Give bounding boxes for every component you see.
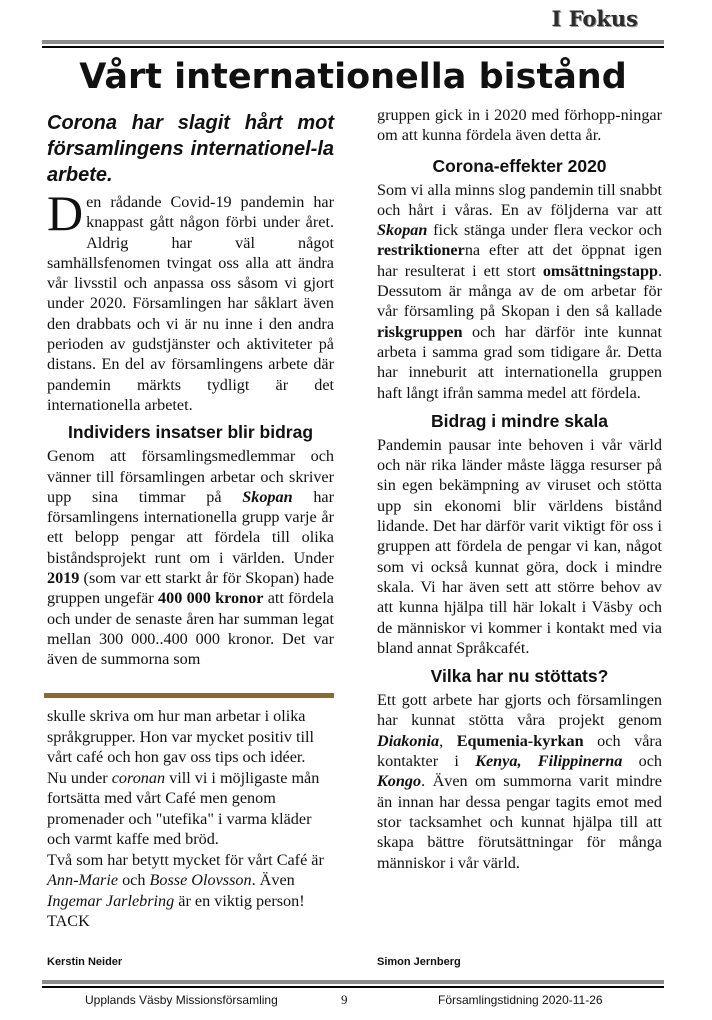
right-column xyxy=(377,105,662,873)
bidrag-paragraph: Pandemin pausar inte behoven i vår värld och när rika länder måste lägga resurser på sin egen bekämpning av viruset och stötta upp sin ekonomi blir världens bistånd lidande. Det har därför varit viktigt för oss i gruppen att fördela de pengar vi kan, något som vi också kunnat göra, dock i mindre skala. Vi har även sett att större behov av att kunna hjälpa till här lokalt i Väsby och de människor vi kommer i kontakt med via bland annat Språkcafét. xyxy=(377,435,662,657)
emphasis-riskgruppen: riskgruppen xyxy=(377,322,463,341)
emphasis-restriktioner: restriktioner xyxy=(377,241,465,260)
bottom-rule-thin xyxy=(42,986,664,988)
footer-issue: Församlingstidning 2020-11-26 xyxy=(438,993,603,1007)
top-rule-thin xyxy=(42,46,664,48)
emphasis-amount: 400 000 kronor xyxy=(158,589,264,608)
text-run: fick stänga under flera veckor och xyxy=(427,221,662,240)
text-run: att fördela och under de senaste åren har summan legat mellan 300 000..400 000 kronor. Det var även de summorna som xyxy=(47,589,334,669)
text-run: . Även xyxy=(251,871,295,889)
subhead-individers: Individers insatser blir bidrag xyxy=(67,422,314,443)
text-run: na efter att det öppnat igen har resulterat i ett stort xyxy=(377,241,662,280)
text-run: och våra kontakter i xyxy=(377,731,663,771)
text-run: och xyxy=(622,752,662,771)
box-paragraph xyxy=(47,850,332,912)
bottom-rule xyxy=(42,980,664,984)
emphasis-omsattningstapp: omsättningstapp xyxy=(542,261,658,280)
emphasis-name: Ann-Marie xyxy=(47,871,119,889)
box-paragraph-tack: TACK xyxy=(47,912,90,930)
byline-left: Kerstin Neider xyxy=(47,956,123,968)
text-run: och xyxy=(118,871,150,889)
text-run: Två som har betytt mycket för vårt Café är xyxy=(47,850,324,869)
emphasis-diakonia: Diakonia xyxy=(377,731,440,750)
emphasis-name: Bosse Olovsson xyxy=(149,871,252,889)
text-run: (som var ett starkt år för Skopan) hade gruppen ungefär xyxy=(47,569,334,608)
emphasis-equmeniakyrkan: Equmenia-kyrkan xyxy=(456,731,584,750)
emphasis-kongo: Kongo xyxy=(377,772,422,791)
text-run: vill vi i möjligaste mån fortsätta med vårt Café men genom promenader och "utefika" i varma kläder och varmt kaffe med bröd. xyxy=(47,768,320,848)
text-run: är en viktig person! xyxy=(174,891,305,910)
vilka-paragraph xyxy=(377,690,662,873)
text-run: Ett gott arbete har gjorts och församlingen har kunnat stötta våra projekt genom xyxy=(377,691,662,730)
page-number: 9 xyxy=(341,992,348,1007)
emphasis-skopan: Skopan xyxy=(242,487,293,506)
emphasis-coronan: coronan xyxy=(111,768,166,787)
box-divider xyxy=(44,693,334,698)
intro-paragraph xyxy=(47,185,334,415)
emphasis-skopan: Skopan xyxy=(377,221,428,240)
text-run: Nu under xyxy=(47,768,112,787)
text-run: Genom att församlingsmedlemmar och vänner till församlingen arbetar och skriver upp sina timmar på xyxy=(47,447,334,506)
subhead-vilka: Vilka har nu stöttats? xyxy=(430,666,609,687)
text-run: . Även om summorna varit mindre än innan har dessa pengar tagits emot med stor tacksamhet och kunnat hjälpa till att skapa bättre förutsättningar för många människor i vår värld. xyxy=(377,772,662,872)
intro-text: en rådande Covid-19 pandemin har knappast gått någon förbi under året. Aldrig har väl något samhällsfenomen tvingat oss alla att ändra vår livsstil och anpassa oss såsom vi gjort under 2020. Församlingen har såklart även den drabbats och vi är nu inne i den andra perioden av gudstjänster och aktiviteter på distans. En del av församlingens arbete där pandemin märkts tydligt är det internationella arbetet. xyxy=(47,193,334,414)
text-run: , xyxy=(439,731,457,750)
box-paragraph xyxy=(47,768,332,850)
emphasis-name: Ingemar Jarlebring xyxy=(47,891,175,910)
text-run: Som vi alla minns slog pandemin till snabbt och hårt i våras. En av följderna var att xyxy=(377,180,662,219)
left-column xyxy=(47,110,334,670)
text-run: har församlingens internationella grupp varje år ett belopp pengar att fördela till olika biståndsprojekt runt om i världen. Under xyxy=(47,487,335,567)
top-rule xyxy=(42,40,664,44)
footer-publisher: Upplands Väsby Missionsförsamling xyxy=(85,993,278,1007)
section-label: I Fokus xyxy=(551,6,638,31)
text-run: . Dessutom är många av de om arbetar för vår församling på Skopan i den så kallade xyxy=(377,261,662,321)
corona-effekter-paragraph xyxy=(377,180,662,403)
emphasis-countries: Kenya, Filippinerna xyxy=(475,752,623,771)
individers-paragraph xyxy=(47,446,334,669)
sprakcafe-box xyxy=(47,706,332,932)
byline-right: Simon Jernberg xyxy=(377,956,461,968)
emphasis-year: 2019 xyxy=(47,569,80,588)
lead-paragraph: Corona har slagit hårt mot församlingens internationel-la arbete. xyxy=(47,112,334,186)
drop-cap: D xyxy=(47,185,84,241)
continuation-paragraph: gruppen gick in i 2020 med förhopp-ningar om att kunna fördela även detta år. xyxy=(377,106,662,145)
subhead-bidrag: Bidrag i mindre skala xyxy=(430,410,608,431)
headline: Vårt internationella bistånd xyxy=(79,57,627,97)
subhead-corona-effekter: Corona-effekter 2020 xyxy=(432,155,607,176)
box-paragraph: skulle skriva om hur man arbetar i olika språkgrupper. Hon var mycket positiv till vårt café och hon gav oss tips och idéer. xyxy=(47,707,315,766)
text-run: och har därför inte kunnat arbeta i samma grad som tidigare år. Detta har inneburit att internationella gruppen haft långt ifrån samma medel att fördela. xyxy=(377,322,662,402)
